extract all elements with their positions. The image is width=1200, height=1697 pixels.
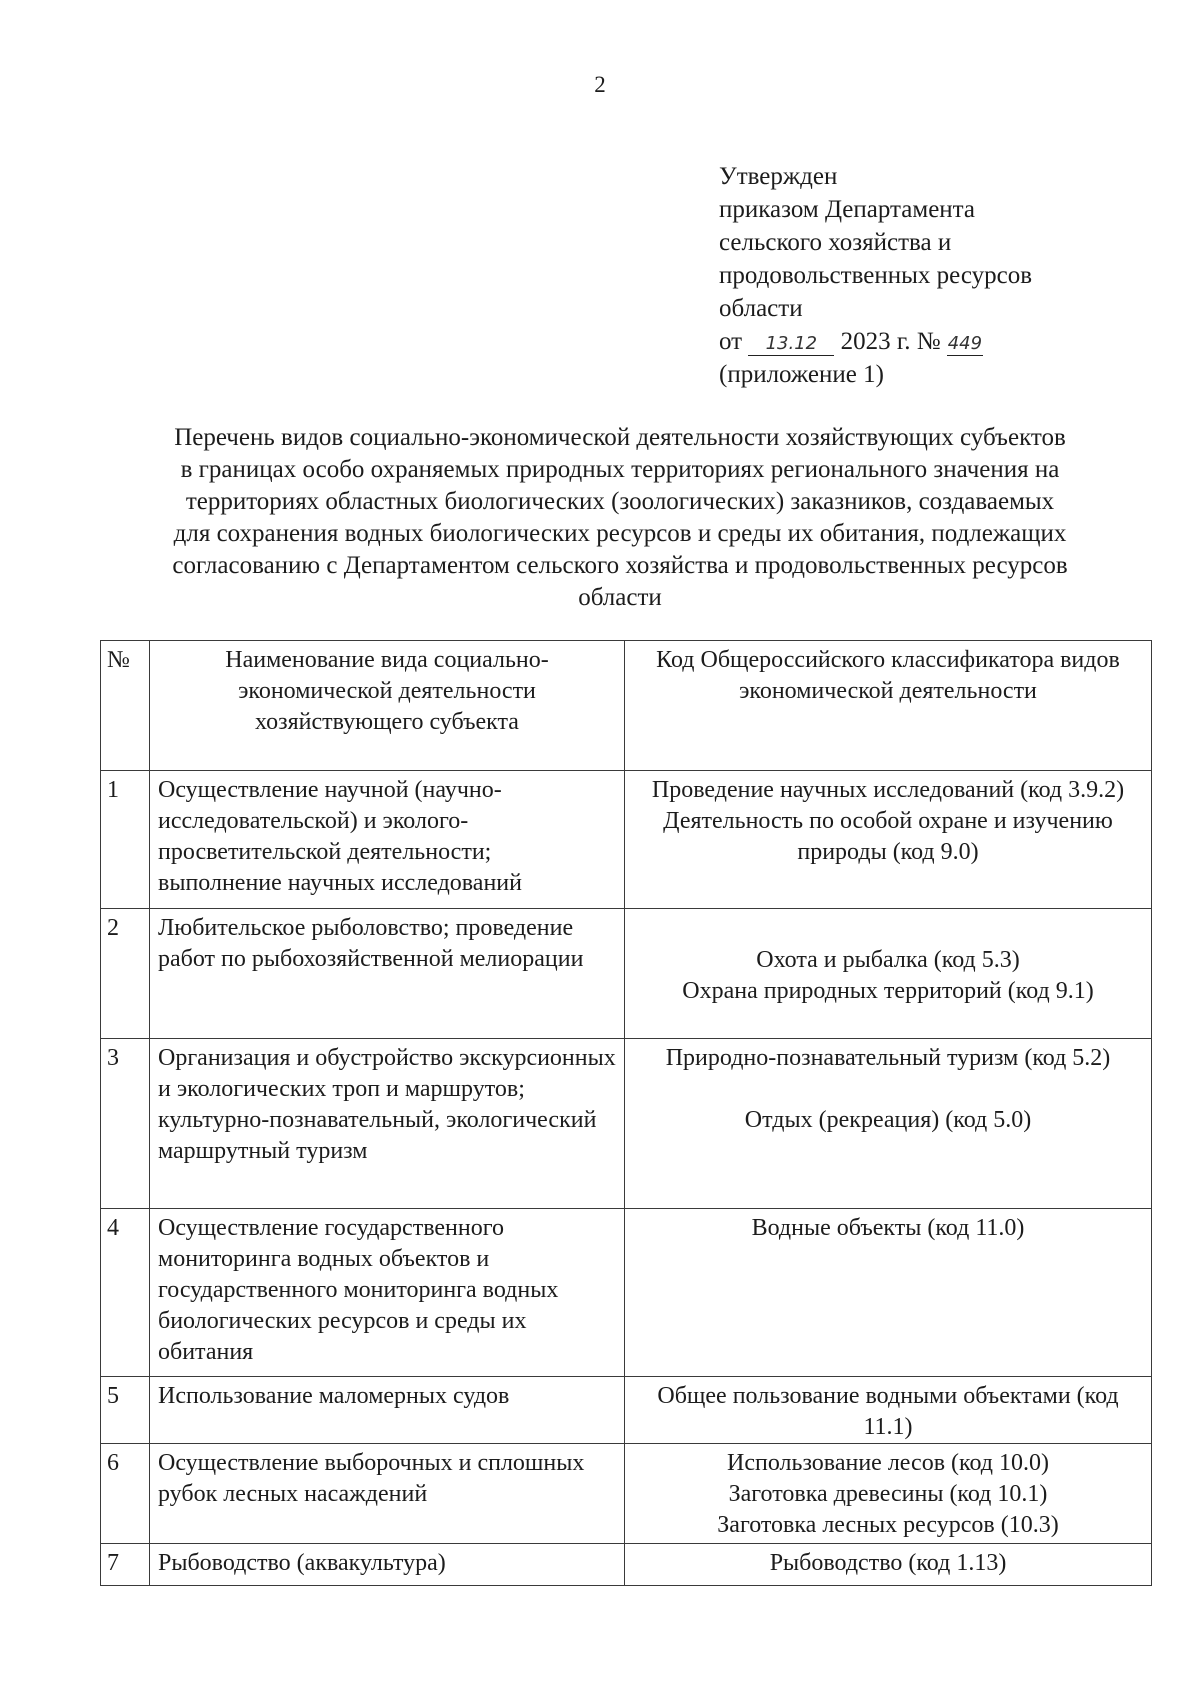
activities-table [100,640,1152,1586]
handwritten-date: 13.12 [748,333,834,356]
table-header-row [101,641,1152,771]
row-num: 4 [101,1209,150,1377]
approval-line: Утвержден [719,163,838,190]
name-line: культурно-познавательный, экологический маршрутный туризм [158,1107,597,1164]
title-line: территориях областных биологических (зоологических) заказников, создаваемых [185,488,1055,515]
code-line: Заготовка древесины (код 10.1) [728,1481,1048,1507]
code-line: Заготовка лесных ресурсов (10.3) [717,1512,1059,1538]
row-num: 6 [101,1444,150,1544]
row-name: Осуществление государственного мониторинга водных объектов и государственного мониторинга водных биологических ресурсов и среды их обитания [150,1209,625,1377]
header-code: Код Общероссийского классификатора видов экономической деятельности [625,641,1152,771]
title-line: Перечень видов социально-экономической деятельности хозяйствующих субъектов [174,424,1066,451]
table-row [101,909,1152,1039]
code-line: Охота и рыбалка (код 5.3) [756,946,1020,973]
header-name: Наименование вида социально-экономической деятельности хозяйствующего субъекта [150,641,625,771]
title-line: согласованию с Департаментом сельского хозяйства и продовольственных ресурсов [172,552,1068,579]
table-row [101,1444,1152,1544]
approval-date-line [719,325,1139,358]
approval-line: сельского хозяйства и [719,229,952,256]
table-row [101,771,1152,909]
row-name: Осуществление научной (научно-исследовательской) и эколого-просветительской деятельности; выполнение научных исследований [150,771,625,909]
year-text: 2023 г. № [840,328,941,355]
approval-block [719,160,1139,391]
date-prefix: от [719,328,743,355]
table-row [101,1377,1152,1444]
approval-line: области [719,295,803,322]
row-num: 1 [101,771,150,909]
code-line: Рыбоводство (код 1.13) [769,1550,1007,1576]
code-line: Деятельность по особой охране и изучению природы (код 9.0) [663,808,1113,865]
row-name: Любительское рыболовство; проведение работ по рыбохозяйственной мелиорации [150,909,625,1039]
row-name [150,1039,625,1209]
title-line: области [578,584,662,611]
page-number: 2 [594,72,606,97]
code-line: Отдых (рекреация) (код 5.0) [744,1107,1032,1133]
table-row [101,1209,1152,1377]
row-num: 7 [101,1544,150,1586]
name-line: Организация и обустройство экскурсионных и экологических троп и маршрутов; [158,1045,616,1102]
title-line: для сохранения водных биологических ресурсов и среды их обитания, подлежащих [173,520,1067,547]
document-title [100,422,1140,614]
row-code [625,909,1152,1039]
row-num: 2 [101,909,150,1039]
code-line: Общее пользование водными объектами (код 11.1) [657,1383,1119,1440]
row-name: Рыбоводство (аквакультура) [150,1544,625,1586]
row-code [625,1209,1152,1377]
row-code [625,771,1152,909]
title-line: в границах особо охраняемых природных территориях регионального значения на [180,456,1060,483]
row-num: 5 [101,1377,150,1444]
row-code [625,1039,1152,1209]
code-line: Водные объекты (код 11.0) [751,1215,1025,1241]
code-line: Природно-познавательный туризм (код 5.2) [665,1045,1111,1071]
header-num: № [101,641,150,771]
code-line: Использование лесов (код 10.0) [727,1450,1049,1476]
table-row [101,1544,1152,1586]
row-code [625,1444,1152,1544]
handwritten-order-number: 449 [947,333,983,354]
code-line: Проведение научных исследований (код 3.9.2) [651,777,1125,803]
row-code [625,1377,1152,1444]
row-name: Использование маломерных судов [150,1377,625,1444]
code-line: Охрана природных территорий (код 9.1) [682,977,1094,1004]
row-name: Осуществление выборочных и сплошных рубок лесных насаждений [150,1444,625,1544]
appendix-label: (приложение 1) [719,361,884,388]
approval-line: продовольственных ресурсов [719,262,1033,289]
row-code [625,1544,1152,1586]
row-num: 3 [101,1039,150,1209]
table-row [101,1039,1152,1209]
approval-line: приказом Департамента [719,196,975,223]
